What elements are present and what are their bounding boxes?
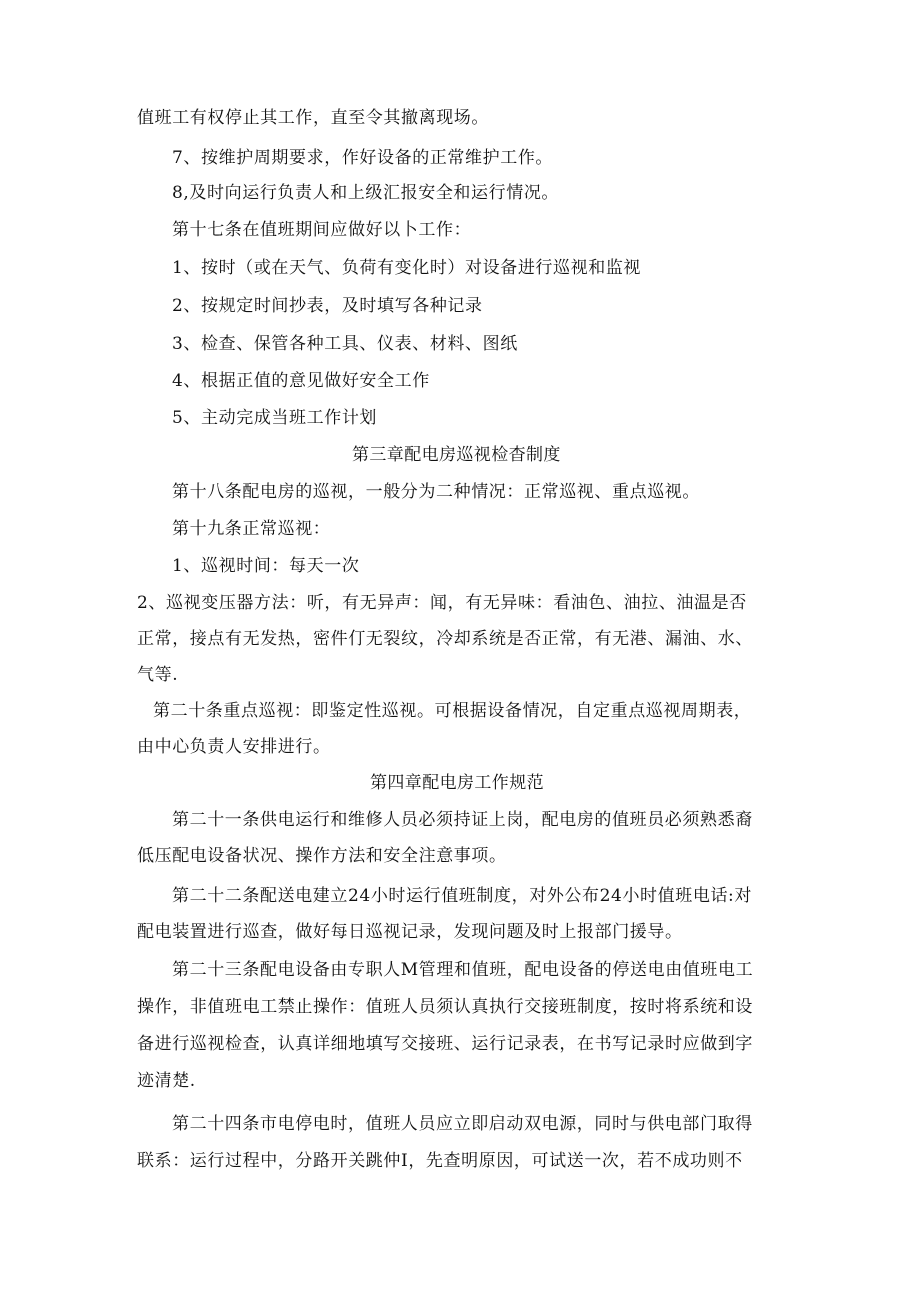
text-line: 正常，接点有无发热，密件仃无裂纹，冷却系统是否正常，有无港、漏油、水、 bbox=[137, 629, 753, 649]
article-text: 第二十四条市电停电时，值班人员应立即启动双电源，同时与供电部门取得 bbox=[172, 1114, 753, 1134]
list-item: 8,及时向运行负责人和上级汇报安全和运行情况。 bbox=[172, 183, 560, 203]
text-line: 值班工有权停止其工作，直至令其撤离现场。 bbox=[137, 108, 489, 128]
chapter-title: 第三章配电房巡视检杳制度 bbox=[352, 445, 561, 465]
chapter-title: 第四章配电房工作规范 bbox=[370, 773, 544, 793]
text-line: 气等. bbox=[137, 665, 179, 685]
text-line: 配电装置进行巡查，做好每日巡视记录，发现问题及时上报部门援导。 bbox=[137, 922, 683, 942]
article-text: 第十八条配电房的巡视，一般分为二种情况：正常巡视、重点巡视。 bbox=[172, 482, 700, 502]
text-line: 备进行巡视检查，认真详细地填写交接班、运行记录表，在书写记录时应做到字 bbox=[137, 1034, 753, 1054]
list-item: 1、巡视时间：每天一次 bbox=[172, 556, 360, 576]
text-line: 由中心负责人安排进行。 bbox=[137, 737, 331, 757]
text-line: 低压配电设备状况、操作方法和安全注意事项。 bbox=[137, 846, 507, 866]
text-line: 操作，非值班电工禁止操作：值班人员须认真执行交接班制度，按时将系统和设 bbox=[137, 997, 753, 1017]
article-heading: 第十七条在值班期间应做好以卜工作： bbox=[172, 220, 472, 240]
article-heading: 第十九条正常巡视： bbox=[172, 519, 331, 539]
article-text: 第二十一条供电运行和维修人员必须持证上岗，配电房的值班员必须熟悉裔 bbox=[172, 810, 753, 830]
list-item: 3、检查、保管各种工具、仪表、材料、图纸 bbox=[172, 334, 518, 354]
list-item: 2、按规定时间抄表，及时填写各种记录 bbox=[172, 296, 483, 316]
list-item: 2、巡视变压器方法：听，有无异声：闻，有无异味：看油色、油拉、油温是否 bbox=[137, 593, 747, 613]
article-text: 第二十三条配电设备由专职人M管理和值班，配电设备的停送电由值班电工 bbox=[172, 960, 754, 980]
list-item: 7、按维护周期要求，作好设备的正常维护工作。 bbox=[172, 148, 554, 168]
article-text: 第二十条重点巡视：即鉴定性巡视。可根据设备情况，自定重点巡视周期表， bbox=[153, 701, 752, 721]
list-item: 1、按时（或在天气、负荷有变化时）对设备进行巡视和监视 bbox=[172, 258, 642, 278]
list-item: 4、根据正值的意见做好安全工作 bbox=[172, 371, 430, 391]
article-text: 第二十二条配送电建立24小时运行值班制度，对外公布24小时值班电话:对 bbox=[172, 886, 752, 906]
text-line: 迹清楚. bbox=[137, 1071, 196, 1091]
text-line: 联系：运行过程中，分路开关跳仲I，先查明原因，可试送一次，若不成功则不 bbox=[137, 1151, 743, 1171]
list-item: 5、主动完成当班工作计划 bbox=[172, 408, 378, 428]
